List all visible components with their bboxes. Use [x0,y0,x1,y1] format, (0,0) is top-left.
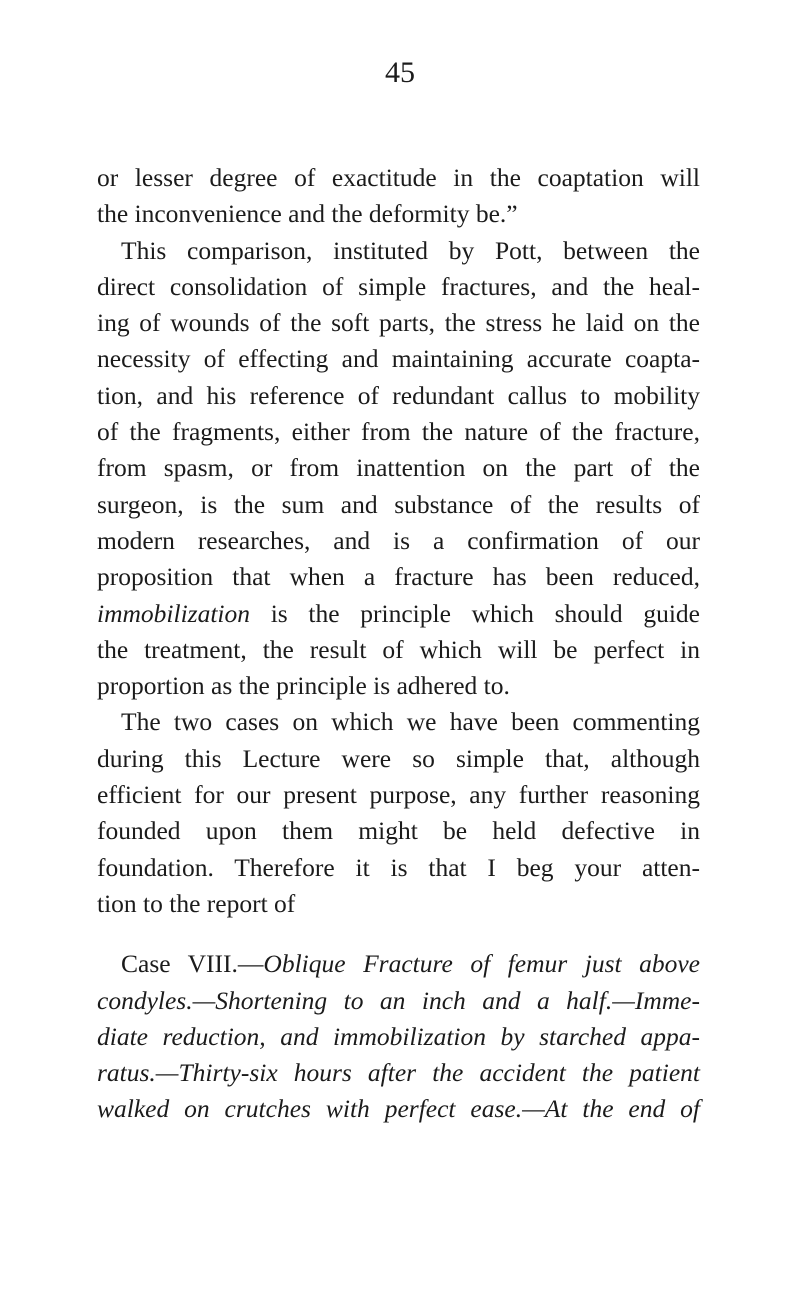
case-heading-line: ratus.—Thirty-six hours after the accident the patient [97,1058,700,1088]
text-line: necessity of effecting and maintaining accurate coapta- [97,344,700,374]
text-line [97,596,700,632]
text-line: efficient for our present purpose, any further reasoning [97,780,700,810]
body-text [97,160,700,1128]
text-line: proportion as the principle is adhered to. [97,671,510,701]
case-heading-line: walked on crutches with perfect ease.—At the end of [97,1094,700,1124]
text-line: surgeon, is the sum and substance of the results of [97,489,700,519]
text-line: or lesser degree of exactitude in the coaptation will [97,163,700,192]
text-line: This comparison, instituted by Pott, between the [121,235,700,265]
case-heading-line: diate reduction, and immobilization by starched appa- [97,1021,700,1051]
text-line: founded upon them might be held defective in [97,816,700,846]
case-heading-line [97,946,700,982]
page-number: 45 [385,56,415,89]
case-title: Oblique Fracture of femur just above [263,949,700,979]
italic-word: immobilization [97,598,251,628]
text-line: tion, and his reference of redundant callus to mobility [97,380,700,410]
text-line: proposition that when a fracture has been reduced, [97,562,700,592]
text-line: tion to the report of [97,888,296,918]
text-fragment: is the principle which should guide [250,598,700,628]
text-line: direct consolidation of simple fractures, and the heal- [97,271,700,301]
text-line: modern researches, and is a confirmation of our [97,525,700,555]
text-line: The two cases on which we have been commenting [121,707,700,737]
case-heading-line: condyles.—Shortening to an inch and a half.—Imme- [97,985,700,1015]
text-line: foundation. Therefore it is that I beg your atten- [97,852,700,882]
text-line: from spasm, or from inattention on the part of the [97,453,700,483]
text-line: during this Lecture were so simple that, although [97,743,700,773]
text-line: the treatment, the result of which will be perfect in [97,634,700,664]
text-line: ing of wounds of the soft parts, the stress he laid on the [97,308,700,338]
text-line: the inconvenience and the deformity be.” [97,199,518,229]
section-gap [97,922,700,946]
case-label: Case VIII.— [121,949,264,979]
text-line: of the fragments, either from the nature of the fracture, [97,417,700,447]
